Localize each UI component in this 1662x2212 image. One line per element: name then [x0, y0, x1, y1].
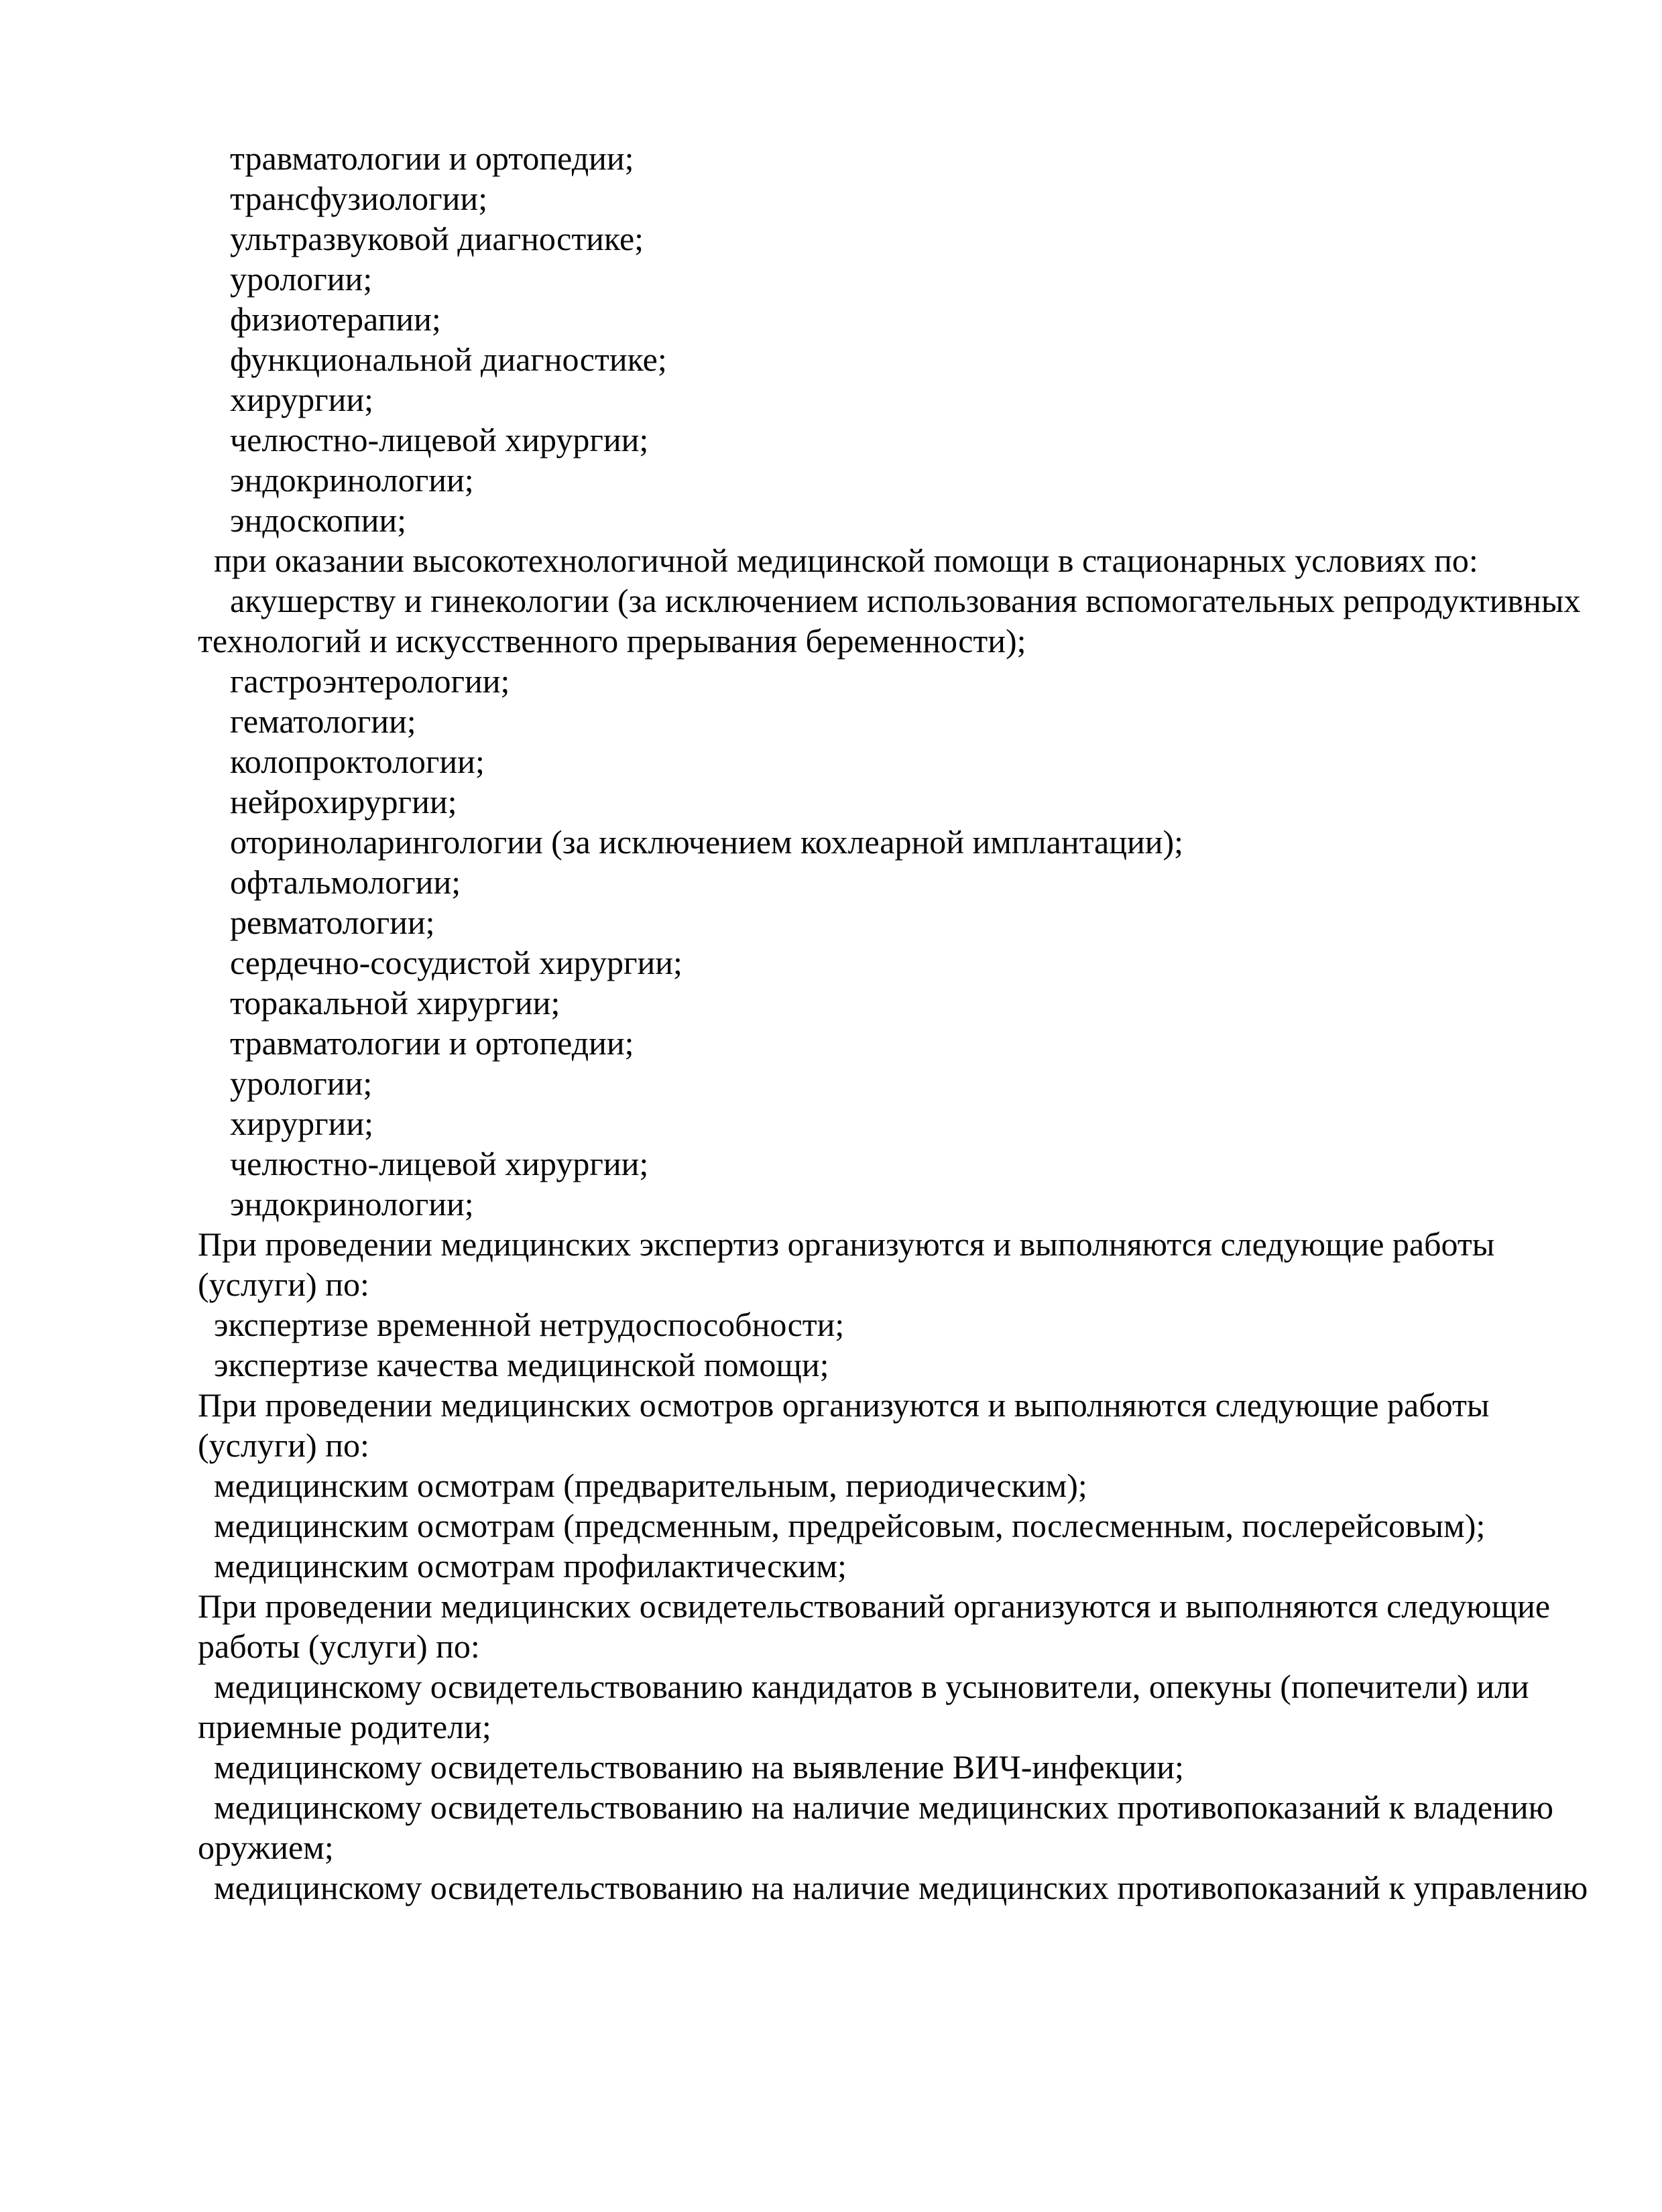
document-line: урологии; — [230, 1064, 373, 1102]
document-line: медицинскому освидетельствованию кандидатов в усыновители, опекуны (попечители) или — [214, 1668, 1529, 1705]
document-line: медицинским осмотрам (предварительным, периодическим); — [214, 1467, 1087, 1504]
document-line: медицинским осмотрам (предсменным, предрейсовым, послесменным, послерейсовым); — [214, 1507, 1486, 1544]
document-line: медицинским осмотрам профилактическим; — [214, 1547, 847, 1585]
document-line: оториноларингологии (за исключением кохлеарной имплантации); — [230, 823, 1184, 861]
document-line: функциональной диагностике; — [230, 341, 667, 378]
document-line: при оказании высокотехнологичной медицинской помощи в стационарных условиях по: — [214, 542, 1478, 579]
document-line: офтальмологии; — [230, 863, 461, 901]
document-line: травматологии и ортопедии; — [230, 1024, 634, 1062]
document-line: гематологии; — [230, 702, 416, 740]
document-line: При проведении медицинских экспертиз организуются и выполняются следующие работы — [198, 1225, 1495, 1263]
document-line: трансфузиологии; — [230, 180, 488, 217]
document-line: медицинскому освидетельствованию на наличие медицинских противопоказаний к владению — [214, 1788, 1553, 1826]
document-line: При проведении медицинских осмотров организуются и выполняются следующие работы — [198, 1386, 1490, 1424]
document-line: ультразвуковой диагностике; — [230, 220, 644, 257]
document-line: эндокринологии; — [230, 1185, 474, 1223]
document-line: урологии; — [230, 260, 373, 298]
document-line: торакальной хирургии; — [230, 984, 560, 1022]
document-line: колопроктологии; — [230, 743, 485, 780]
document-line: эндокринологии; — [230, 461, 474, 499]
document-line: экспертизе временной нетрудоспособности; — [214, 1306, 845, 1343]
document-text-block — [0, 138, 1662, 1908]
document-line: акушерству и гинекологии (за исключением использования вспомогательных репродуктивных — [230, 582, 1581, 619]
document-line: травматологии и ортопедии; — [230, 139, 634, 177]
document-line: При проведении медицинских освидетельствований организуются и выполняются следующие — [198, 1587, 1551, 1625]
document-line: ревматологии; — [230, 904, 435, 941]
document-line: технологий и искусственного прерывания беременности); — [198, 622, 1026, 660]
document-line: физиотерапии; — [230, 300, 441, 338]
document-line: хирургии; — [230, 381, 374, 418]
document-line: хирургии; — [230, 1105, 374, 1142]
document-line: медицинскому освидетельствованию на наличие медицинских противопоказаний к управлению — [214, 1869, 1588, 1906]
document-line: эндоскопии; — [230, 501, 407, 539]
document-line: (услуги) по: — [198, 1426, 369, 1464]
document-line: оружием; — [198, 1829, 334, 1866]
document-line: экспертизе качества медицинской помощи; — [214, 1346, 829, 1384]
document-line: челюстно-лицевой хирургии; — [230, 421, 649, 458]
document-line: (услуги) по: — [198, 1266, 369, 1303]
document-line: сердечно-сосудистой хирургии; — [230, 944, 682, 981]
document-line: работы (услуги) по: — [198, 1627, 480, 1665]
document-line: медицинскому освидетельствованию на выявление ВИЧ-инфекции; — [214, 1748, 1184, 1786]
document-line: нейрохирургии; — [230, 783, 457, 820]
document-line: гастроэнтерологии; — [230, 662, 510, 700]
document-line: челюстно-лицевой хирургии; — [230, 1145, 649, 1182]
document-line: приемные родители; — [198, 1708, 491, 1745]
